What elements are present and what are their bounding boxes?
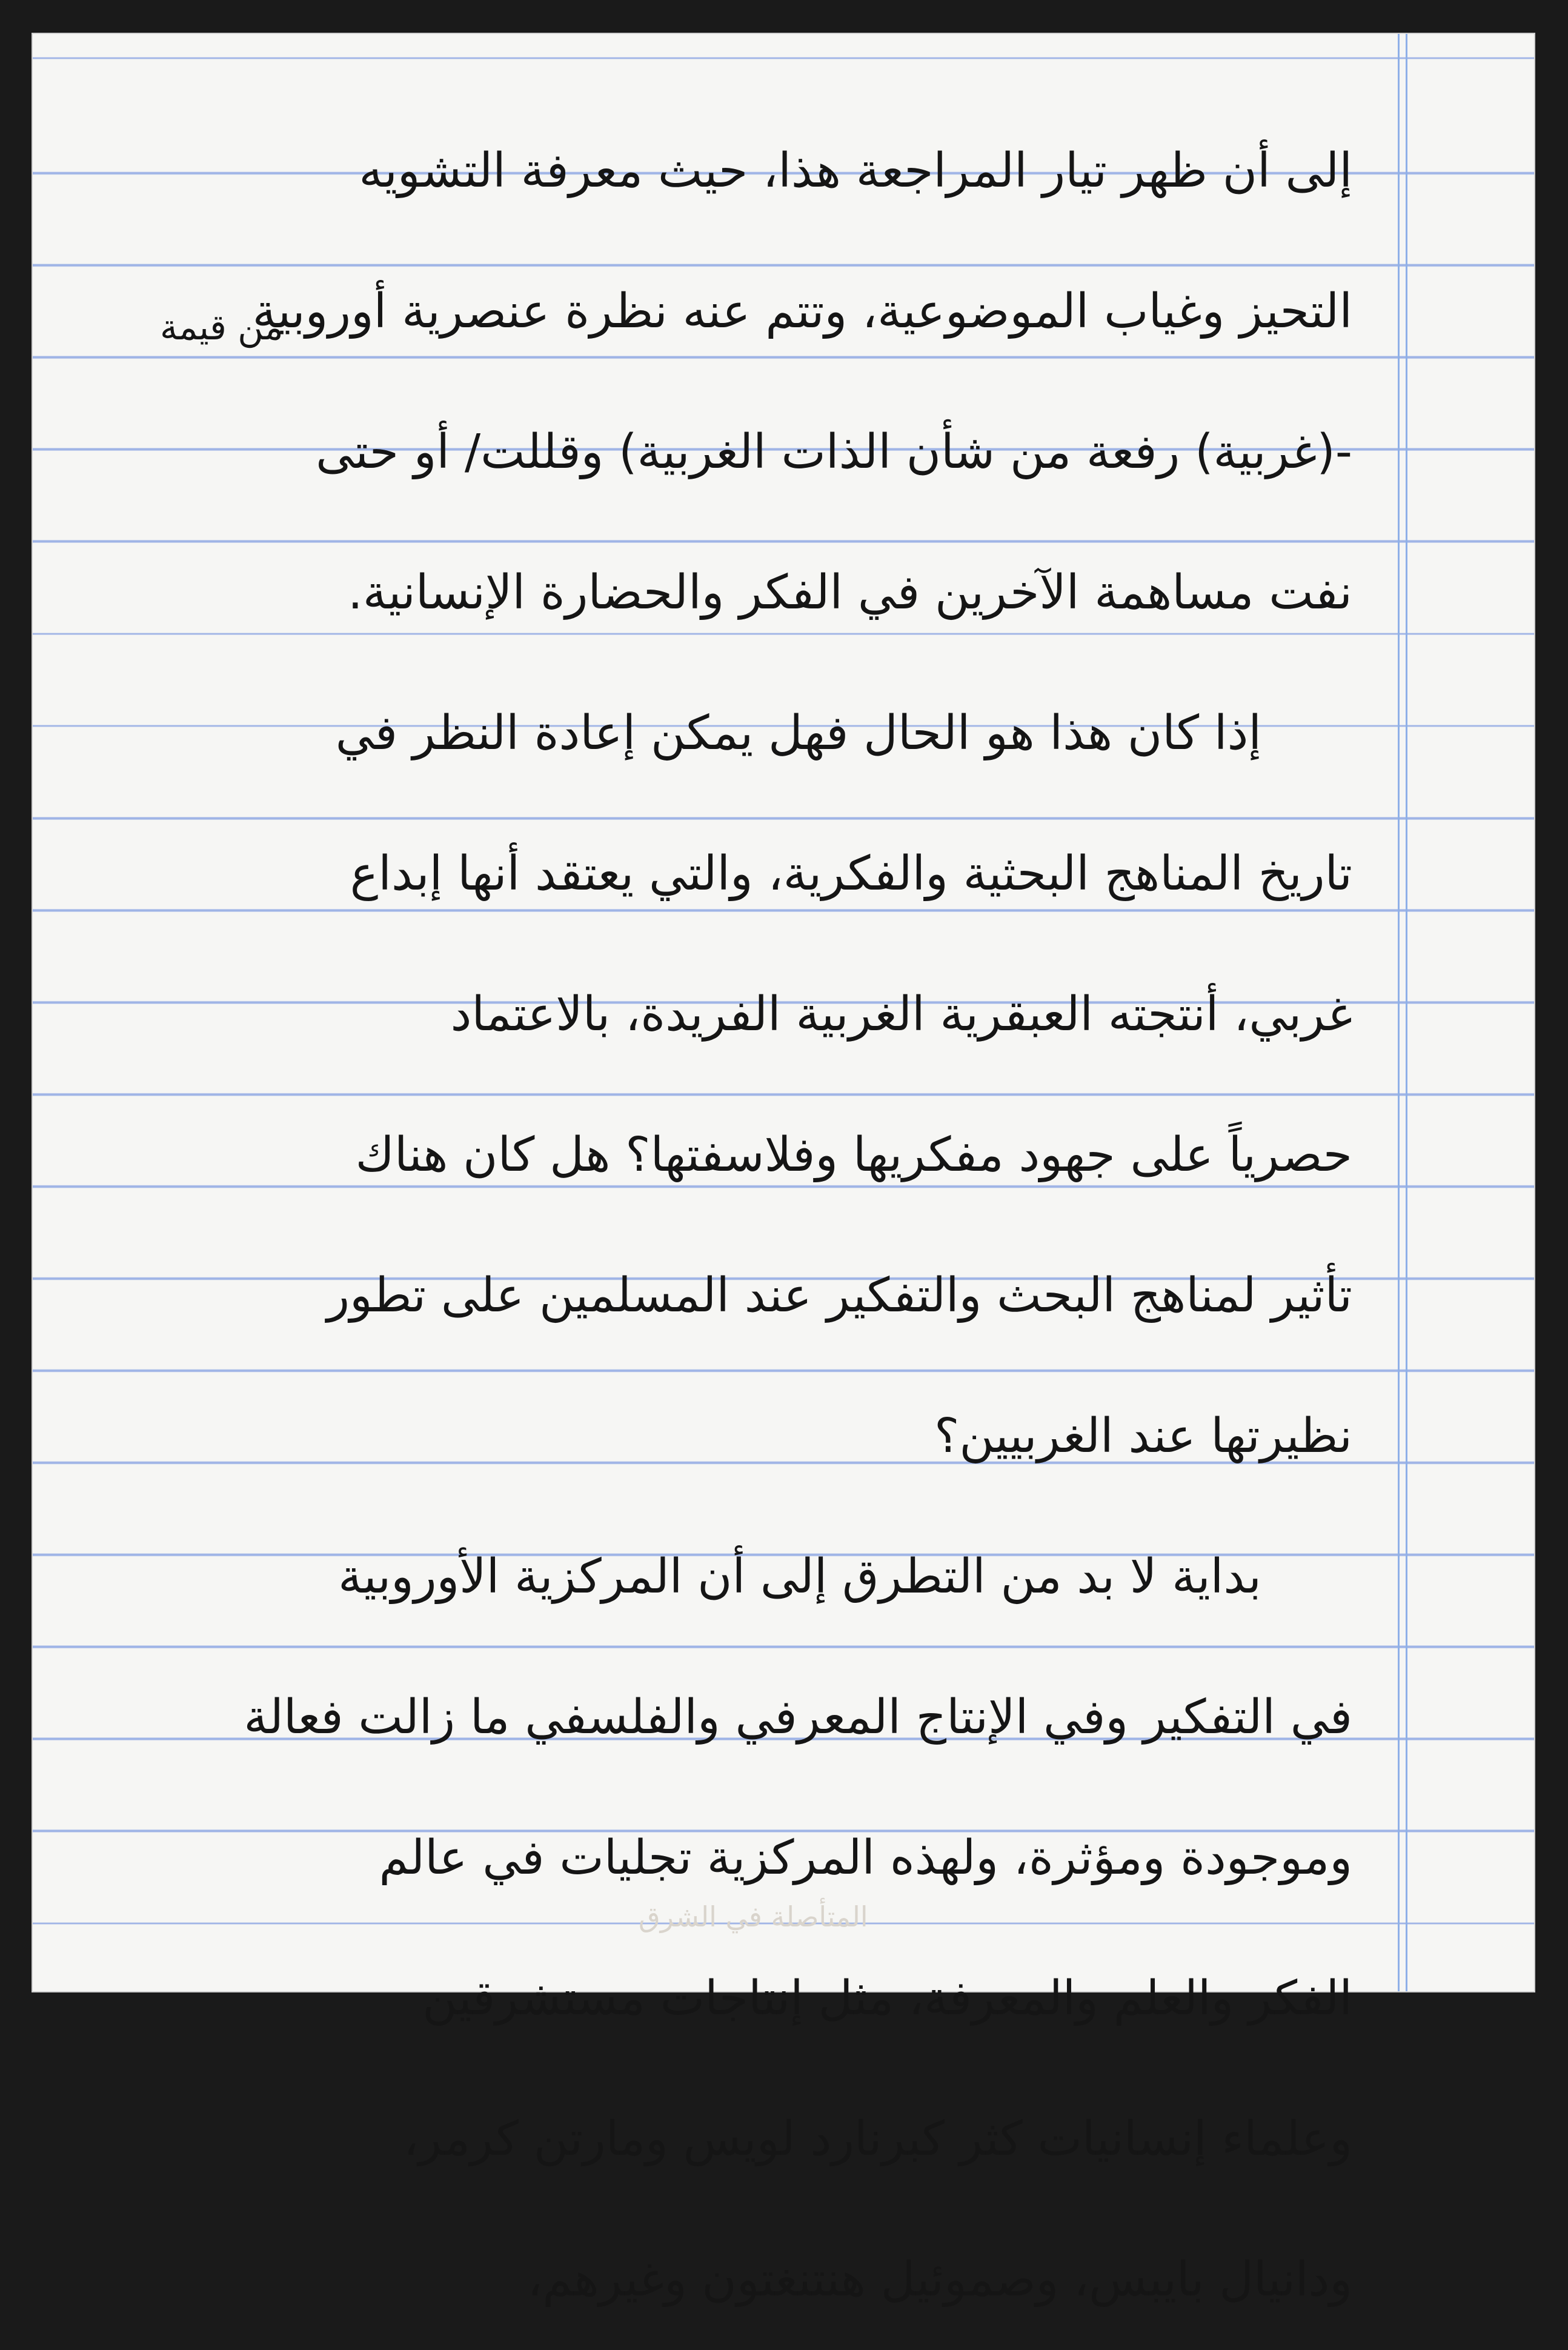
text-line-10: نظيرتها عند الغربيين؟	[934, 1409, 1352, 1463]
handwritten-annotation: من قيمة	[160, 307, 284, 348]
text-line-6: تاريخ المناهج البحثية والفكرية، والتي يعتقد أنها إبداع	[350, 847, 1352, 901]
text-line-2: التحيز وغياب الموضوعية، وتتم عنه نظرة عنصرية أوروبية	[252, 284, 1352, 339]
text-line-11: بداية لا بد من التطرق إلى أن المركزية الأوروبية	[338, 1549, 1261, 1604]
text-line-1: إلى أن ظهر تيار المراجعة هذا، حيث معرفة التشويه	[359, 144, 1352, 198]
text-line-12: في التفكير وفي الإنتاج المعرفي والفلسفي ما زالت فعالة	[244, 1690, 1352, 1745]
text-line-9: تأثير لمناهج البحث والتفكير عند المسلمين على تطور	[327, 1268, 1352, 1323]
text-line-15: وعلماء إنسانيات كثر كبرنارد لويس ومارتن كرمر،	[403, 2112, 1352, 2166]
bleed-through-text: المتأصلة في الشرق	[639, 1900, 868, 1933]
notebook-page	[33, 34, 1534, 2307]
text-line-14: الفكر والعلم والمعرفة، مثل إنتاجات مستشرقين	[422, 1971, 1352, 2026]
margin-line	[1398, 34, 1407, 1991]
text-line-8: حصرياً على جهود مفكريها وفلاسفتها؟ هل كان هناك	[355, 1128, 1352, 1182]
text-line-4: نفت مساهمة الآخرين في الفكر والحضارة الإنسانية.	[348, 565, 1352, 620]
text-line-7: غربي، أنتجته العبقرية الغربية الفريدة، بالاعتماد	[450, 987, 1352, 1042]
text-line-16: ودانيال بايبس، وصموئيل هنتنغتون وغيرهم،	[527, 2252, 1352, 2307]
text-line-3: -(غربية) رفعة من شأن الذات الغربية) وقللت/ أو حتى	[316, 425, 1352, 479]
text-line-5: إذا كان هذا هو الحال فهل يمكن إعادة النظر في	[335, 706, 1261, 761]
handwritten-text	[69, 101, 1352, 2350]
text-line-13: وموجودة ومؤثرة، ولهذه المركزية تجليات في عالم	[379, 1831, 1352, 1885]
